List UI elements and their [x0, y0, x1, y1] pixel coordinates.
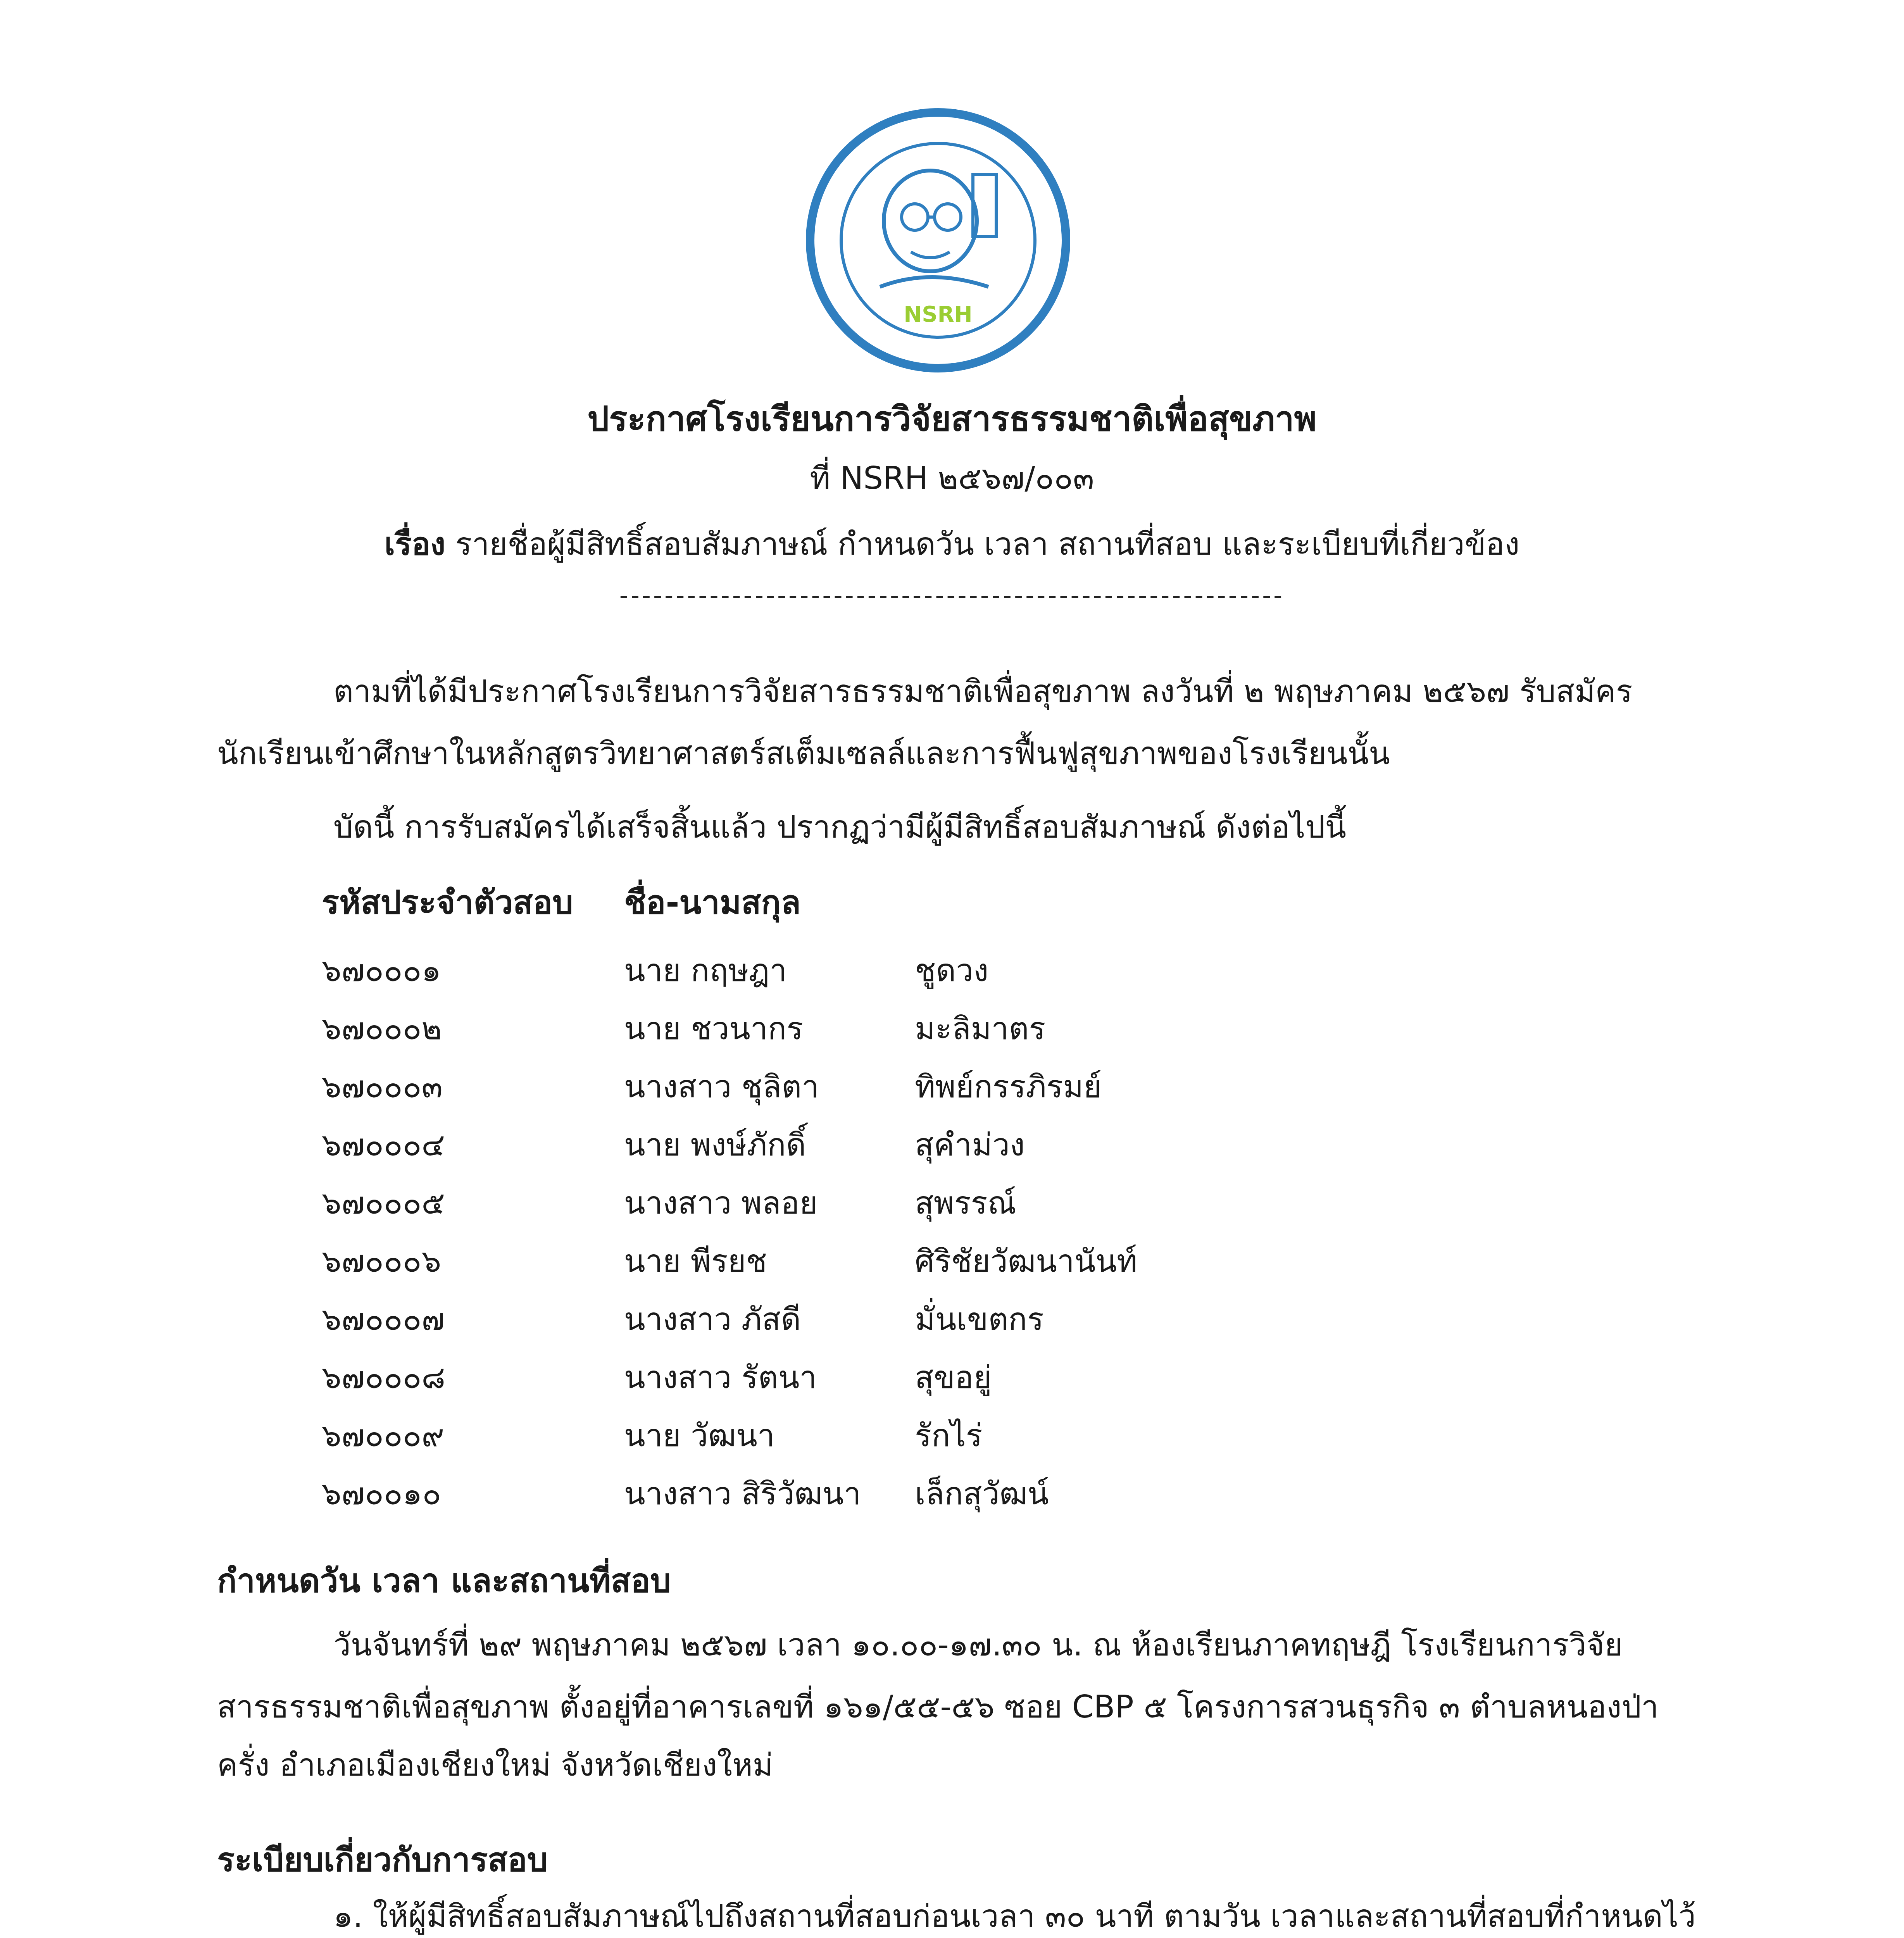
announcement-title: ประกาศโรงเรียนการวิจัยสารธรรมชาติเพื่อสุขภาพ	[587, 399, 1317, 439]
logo-abbr: NSRH	[904, 302, 973, 327]
schedule-line-3: ครั่ง อำเภอเมืองเชียงใหม่ จังหวัดเชียงใหม่	[217, 1747, 773, 1783]
intro-line-1: ตามที่ได้มีประกาศโรงเรียนการวิจัยสารธรรมชาติเพื่อสุขภาพ ลงวันที่ ๒ พฤษภาคม ๒๕๖๗ รับสมัคร	[333, 673, 1633, 709]
candidate-last-name: สุขอยู่	[915, 1359, 992, 1395]
candidate-last-name: สุพรรณ์	[915, 1185, 1016, 1221]
subject-line	[0, 519, 1904, 569]
candidate-last-name: มั่นเขตกร	[915, 1301, 1044, 1337]
schedule-heading: กำหนดวัน เวลา และสถานที่สอบ	[217, 1562, 671, 1600]
schedule-line-2: สารธรรมชาติเพื่อสุขภาพ ตั้งอยู่ที่อาคารเลขที่ ๑๖๑/๕๕-๕๖ ซอย CBP ๕ โครงการสวนธุรกิจ ๓ ตำบลหนองป่า	[217, 1689, 1659, 1725]
intro-line-2: นักเรียนเข้าศึกษาในหลักสูตรวิทยาศาสตร์สเต็มเซลล์และการฟื้นฟูสุขภาพของโรงเรียนนั้น	[217, 735, 1390, 771]
candidate-id: ๖๗๐๐๐๔	[322, 1127, 445, 1163]
school-logo	[802, 105, 1074, 376]
column-header-name: ชื่อ-นามสกุล	[624, 883, 801, 921]
column-header-id: รหัสประจำตัวสอบ	[322, 883, 573, 921]
candidate-first-name: นาย พงษ์ภักดิ์	[624, 1127, 806, 1163]
intro-line-3: บัดนี้ การรับสมัครได้เสร็จสิ้นแล้ว ปรากฏว่ามีผู้มีสิทธิ์สอบสัมภาษณ์ ดังต่อไปนี้	[333, 809, 1347, 845]
candidate-last-name: ชูดวง	[915, 952, 989, 988]
candidate-id: ๖๗๐๐๐๒	[322, 1010, 442, 1047]
schedule-line-1: วันจันทร์ที่ ๒๙ พฤษภาคม ๒๕๖๗ เวลา ๑๐.๐๐-๑๗.๓๐ น. ณ ห้องเรียนภาคทฤษฎี โรงเรียนการวิจัย	[333, 1627, 1623, 1663]
candidate-first-name: นาย กฤษฎา	[624, 952, 787, 988]
candidate-first-name: นาย ชวนากร	[624, 1010, 804, 1047]
candidate-id: ๖๗๐๐๐๕	[322, 1185, 445, 1221]
candidate-first-name: นางสาว รัตนา	[624, 1359, 817, 1395]
subject-text: รายชื่อผู้มีสิทธิ์สอบสัมภาษณ์ กำหนดวัน เวลา สถานที่สอบ และระเบียบที่เกี่ยวข้อง	[455, 526, 1520, 562]
candidate-last-name: สุคำม่วง	[915, 1127, 1025, 1163]
candidate-last-name: รักไร่	[915, 1417, 983, 1454]
rule-1: ๑. ให้ผู้มีสิทธิ์สอบสัมภาษณ์ไปถึงสถานที่สอบก่อนเวลา ๓๐ นาที ตามวัน เวลาและสถานที่สอบที่กำหนดไว้	[333, 1898, 1696, 1934]
candidate-last-name: ทิพย์กรรภิรมย์	[915, 1069, 1102, 1105]
separator-line: -----------------------------------------------------------	[619, 581, 1285, 610]
candidate-last-name: มะลิมาตร	[915, 1010, 1046, 1047]
candidate-last-name: ศิริชัยวัฒนานันท์	[915, 1243, 1137, 1279]
subject-label: เรื่อง	[384, 526, 446, 562]
candidate-first-name: นางสาว ชุลิตา	[624, 1069, 819, 1105]
candidate-id: ๖๗๐๐๐๙	[322, 1417, 445, 1454]
candidate-first-name: นางสาว ภัสดี	[624, 1301, 801, 1337]
candidate-id: ๖๗๐๐๐๘	[322, 1359, 446, 1395]
document-number: ที่ NSRH ๒๕๖๗/๐๐๓	[810, 460, 1094, 496]
candidate-id: ๖๗๐๐๐๗	[322, 1301, 445, 1337]
candidate-first-name: นาย พีรยช	[624, 1243, 767, 1279]
candidate-id: ๖๗๐๐๐๑	[322, 952, 442, 988]
candidate-id: ๖๗๐๐๐๖	[322, 1243, 442, 1279]
candidate-first-name: นาย วัฒนา	[624, 1417, 775, 1454]
candidate-last-name: เล็กสุวัฒน์	[915, 1476, 1049, 1512]
candidate-id: ๖๗๐๐๐๓	[322, 1069, 443, 1105]
candidate-first-name: นางสาว พลอย	[624, 1185, 818, 1221]
candidate-first-name: นางสาว สิริวัฒนา	[624, 1476, 861, 1512]
candidate-id: ๖๗๐๐๑๐	[322, 1476, 442, 1512]
rules-heading: ระเบียบเกี่ยวกับการสอบ	[217, 1841, 548, 1879]
